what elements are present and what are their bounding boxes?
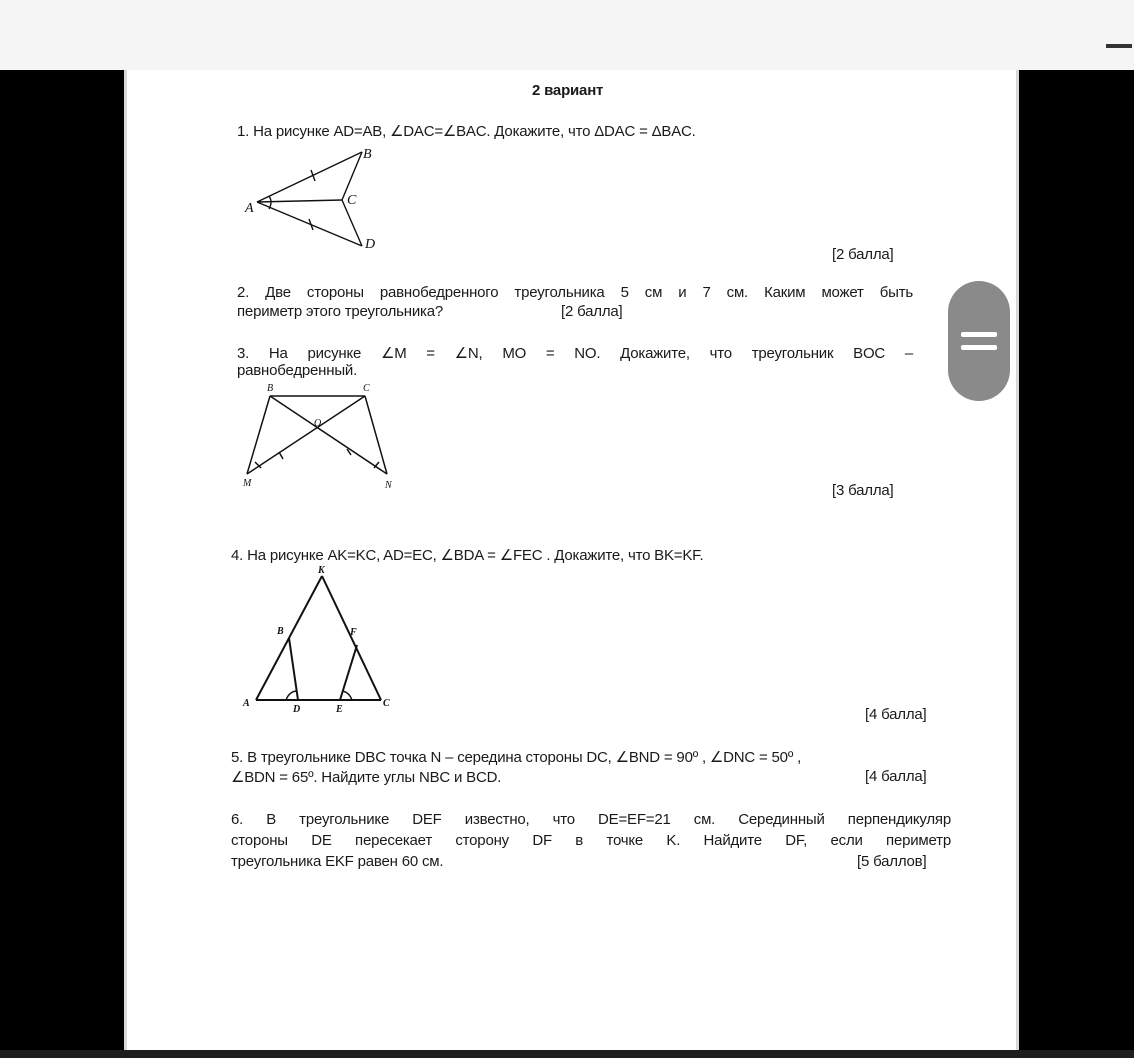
grip-line-icon (961, 345, 997, 350)
task-5-line-1: 5. В треугольнике DBC точка N – середина стороны DC, ∠BND = 90º , ∠DNC = 50º , (231, 749, 802, 766)
task-3-line-1: 3. На рисунке ∠M = ∠N, MO = NO. Докажите, что треугольник BOC – (237, 345, 913, 362)
left-margin (0, 70, 124, 1050)
figure-4-label-b: B (277, 626, 284, 637)
scroll-handle-icon[interactable] (948, 281, 1010, 401)
figure-1-label-c: C (347, 193, 357, 208)
bottom-bar (0, 1050, 1134, 1058)
task-4-figure (239, 562, 409, 717)
task-6-line-1: 6. В треугольнике DEF известно, что DE=EF=21 см. Серединный перпендикуляр (231, 811, 951, 828)
figure-4-label-k: K (318, 565, 325, 576)
task-5-score: [4 балла] (865, 768, 927, 785)
task-3-score: [3 балла] (832, 482, 894, 499)
grip-line-icon (961, 332, 997, 337)
figure-4-label-f: F (350, 627, 357, 638)
viewer-top-bar (0, 0, 1134, 70)
task-5-line-2: ∠BDN = 65º. Найдите углы NBC и BCD. (231, 769, 502, 786)
task-6-line-2: стороны DE пересекает сторону DF в точке K. Найдите DF, если периметр (231, 832, 951, 849)
right-margin (1019, 70, 1134, 1050)
task-2-line-1: 2. Две стороны равнобедренного треугольника 5 см и 7 см. Каким может быть (237, 284, 913, 301)
task-4-text: 4. На рисунке AK=KC, AD=EC, ∠BDA = ∠FEC . Докажите, что BK=KF. (231, 547, 704, 564)
task-1-figure (237, 148, 397, 258)
task-1-score: [2 балла] (832, 246, 894, 263)
figure-3-label-o: O (314, 418, 322, 429)
task-4-score: [4 балла] (865, 706, 927, 723)
variant-title: 2 вариант (532, 82, 604, 99)
task-3-figure (237, 382, 407, 492)
minimize-icon[interactable] (1106, 44, 1132, 48)
task-6-score: [5 баллов] (857, 853, 927, 870)
figure-4-label-a: A (243, 698, 250, 709)
figure-1-label-d: D (365, 237, 376, 252)
task-2-line-2: периметр этого треугольника? (237, 303, 443, 320)
figure-4-label-d: D (293, 704, 301, 715)
figure-3-label-c: C (363, 383, 370, 394)
task-3-line-2: равнобедренный. (237, 362, 358, 379)
figure-4-label-e: E (336, 704, 343, 715)
figure-4-label-c: C (383, 698, 390, 709)
task-2-score: [2 балла] (561, 303, 623, 320)
figure-3-label-n: N (385, 480, 392, 491)
figure-1-label-a: A (245, 201, 254, 216)
figure-3-label-m: M (243, 478, 252, 489)
document-page (124, 70, 1019, 1052)
task-6-line-3: треугольника EKF равен 60 см. (231, 853, 444, 870)
figure-3-label-b: B (267, 383, 274, 394)
task-1-text: 1. На рисунке AD=AB, ∠DAC=∠BAC. Докажите, что ΔDAC = ΔBAC. (237, 123, 696, 140)
figure-1-label-b: B (363, 147, 372, 162)
